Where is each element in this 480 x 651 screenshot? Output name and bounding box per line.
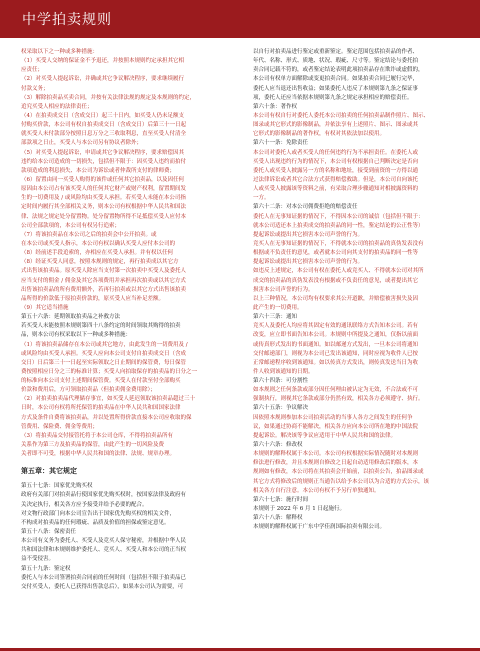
text-line: （6）留置由同一买受人购得的该件或任何其它拍卖品，以及因任何 (21, 176, 185, 183)
text-line: 根据或不负责任的意见，或者就本公司向其支付的拍卖品的同一性等 (253, 250, 419, 257)
text-line: 第五十八条：保密责任 (21, 529, 77, 536)
text-line: 规则如有修改，本公司将在其拍卖会开始前，以拍卖公告，拍品图录或 (253, 469, 424, 476)
text-line: 律、法规之规定处分留置物。处分留置物所得不足抵偿买受人应付本 (21, 213, 187, 220)
text-line: 费按照相应日分之三的标准计算；买受人向拍取保存的拍卖品的日分之一 (21, 368, 198, 375)
text-line: 方式及条件自费将该拍卖品，并以处置所得价款直接本公司应收取的保 (21, 414, 192, 421)
text-line: 不构成对拍卖品的任何瑕疵、品质及价值的担保或鉴定意见。 (21, 519, 170, 526)
text-line: 强制执行，则视其它条款或部分仍然有效，相关各方必须遵守、执行。 (253, 396, 424, 403)
text-line: 如本规则之任何条款或部分因任何理由被认定为无效，不合法或不可 (253, 387, 419, 394)
text-line: 买受人出现违约行为的情况下，本公司有权根据自己判断决定是否向 (253, 158, 419, 165)
text-line: 本公司对委托人或者买受人的任何违约行为不承担责任。在委托人或 (253, 149, 419, 156)
text-line: 品，则本公司有权采取以下一种或多种措施： (21, 332, 132, 339)
text-line: （1）买受人交纳的保证金不予退还，并按照本规则约定承担其它相 (21, 58, 185, 65)
text-line: 交日）日后第三十一日起至实际领取之日止期间的保管费，每日保管 (21, 359, 187, 366)
text-line: 项，委托人还应当依据本规则第九条之规定承担相应的赔偿责任。 (253, 94, 413, 101)
text-line: 第六十条：著作权 (253, 103, 298, 110)
text-line: 以上三种情况，本公司均有权要求其公开道歉，并赔偿被害损失及因 (253, 295, 419, 302)
text-line: 的标准向本公司支付上述期间保管费。买受人在付款至付全部购买 (21, 378, 181, 385)
text-line: 卖合同记载不符的，或者鉴定结论表明此项拍卖品存在欺诈或虚假的， (253, 67, 424, 74)
text-line: 第六十二条：对本公司佣费拒绝的赔偿责任 (253, 204, 358, 211)
text-line: 在本公司或买受人指示，本公司有权以确认买受人应付本公司的 (21, 240, 176, 247)
text-line: 第六十七条：施行时间 (253, 496, 309, 503)
text-line: 年代、名称、形式、质地、状况、瑕疵、尺寸等。鉴定结论与委托拍 (253, 58, 419, 65)
text-line: 第五十六条：延期领取拍卖品之补救方法 (21, 314, 121, 321)
text-line: 付款义务； (21, 85, 49, 92)
text-line: 委托人或买受人披露另一方的名称和地址，接受到前资的一方得以通 (253, 167, 419, 174)
text-line: 部款项之日止，买受人与本公司另有协议者除外； (21, 140, 143, 147)
text-line: （3）解除拍卖品买卖合同，并按有关法律法规的规定及本规则的约定， (21, 94, 196, 101)
right-column (253, 48, 463, 532)
text-line: 改变，应立即书面告知本公司。本规则中所提及之通知，仅指以前面 (253, 332, 419, 339)
text-line: 此产生的一切费用。 (253, 304, 303, 311)
text-line: 议，如果通过协商不能解决，相关各方应向本公司所在地的中国法院 (253, 423, 419, 430)
text-line: 竞买人及委托人均应将其固定有效的通讯联络方式告知本公司。若有 (253, 323, 419, 330)
text-line: 竞买人在无事知证据的情况下，不得就本公司的拍卖品的真伪发表没有 (253, 240, 424, 247)
text-line: 或传真形式发出的书面通知。如以邮递方式发出，一旦本公司将通知 (253, 341, 419, 348)
text-line: 就本公司适还本上拍卖成交的拍卖品的同一性，鉴定结论的公正性等） (253, 222, 424, 229)
text-line: 益不受侵害。 (21, 556, 55, 563)
text-line: 管费用、保险费、佣金等费用； (21, 423, 99, 430)
text-line: 本规则的解释权属于本公司。本公司有权根据实际情况随时对本规则 (253, 451, 419, 458)
text-line: 付购买价款，本公司有权自拍卖成交日（含成交日）后第三十一日起 (21, 122, 187, 129)
text-line: 权采取以下之一种或多种措施： (21, 49, 99, 55)
text-line: 式出售该拍卖品。原买受人除应当支付第一次拍卖中买受人及委托人 (21, 268, 187, 275)
text-line: 对文物行政部门向本公司宣告出于国家优先购买权的相关文件， (21, 510, 176, 517)
text-line: （9）其它适当措施 (21, 304, 69, 311)
text-line: 本公司有权自行对委托人委托本公司拍卖的任何拍卖品制作照片、图示、 (253, 112, 430, 119)
text-line: 共和国法律和本规则维护委托人、竞买人、买受人和本公司的正当权 (21, 547, 187, 554)
text-line: 相关各方自行注意。本公司有权不予另行单独通知。 (253, 487, 380, 494)
text-line: 正常邮递程序收到该通知。如以传真方式发出，则传真发送当日为收 (253, 359, 419, 366)
text-line: 原因由本公司占有该买受人的任何其它财产或财产权利，留置期间发 (21, 186, 187, 193)
text-line: （3）将拍卖品交付接管托将于本公司仓库，不得将拍卖品所有 (21, 432, 174, 439)
text-line: 追究买受人相应的法律责任； (21, 103, 93, 110)
text-line: 品所得的价款低于原拍卖价款的，原买受人应当补足差额。 (21, 295, 165, 302)
text-line: （8）经前述手段追索的，亦相应在买受人承担。并有权以任何 (21, 250, 174, 257)
text-line: 价款和费用后，方可领取拍卖品（但拍卖佣金费用除）； (21, 387, 156, 394)
text-line: （2）对买受人提起诉讼，并确或其它争议解决程序，要求继续履行 (21, 76, 185, 83)
text-line: 提起诉讼或提出其它损害本公司声誉的行为。 (253, 231, 364, 238)
text-line: 图录或其它形式的影像制品，并依法享有上述照片、图示、图录或其 (253, 122, 419, 129)
text-line: 提起诉讼或提出其它损害本公司声誉的行为。 (253, 259, 364, 266)
text-line: 本公司有权单方面解除或变更拍卖合同。如果拍卖合同已履行完毕， (253, 76, 419, 83)
text-line: 应责任； (21, 67, 44, 74)
text-line: 本规则于 2022 年 6 月 1 日起施行。 (253, 506, 345, 513)
text-line: 过法律诉讼或者其它合法方式获得赔偿救助。但是，本公司自向该托 (253, 176, 419, 183)
text-line: 第六十四条：可分割性 (253, 378, 309, 385)
text-line: 它形式的影像制品的著作权，有权对其依法加以使用。 (253, 131, 386, 138)
text-line: （5）对买受人提起诉讼，申请或其它争议解决程序，要求赔偿因其 (21, 149, 185, 156)
text-line: 关决定执行，相关各方应予接受并给予必要的配合。 (21, 501, 148, 508)
text-line: 第六十一条：免除责任 (253, 140, 309, 147)
text-line: 委托人在无事知证据的情况下，不得因本公司的诚信（包括但不限于： (253, 213, 424, 220)
text-line: 委托人应当退还出售收益；如果委托人违反了本规则第九条之保证事 (253, 85, 419, 92)
text-line: 提起诉讼。解决该等争议应适用于中华人民共和国的法律。 (253, 432, 397, 439)
text-line: 违约给本公司造成的一切损失，包括但不限于：因买受人违约而拍付 (21, 158, 187, 165)
text-line: 件人收到该通知的日期。 (253, 368, 314, 375)
text-line: 第五十七条：国家优先购买权 (21, 483, 93, 490)
text-line: 第六十八条：解释权 (253, 515, 303, 522)
text-line: 公司全部款项的，本公司有权另行追索； (21, 222, 121, 229)
text-line: （1）将该拍卖品储存在本公司或其它地方，由此发生的一切费用及 / (21, 341, 188, 348)
text-line: 第六十三条：通知 (253, 314, 298, 321)
text-line: 因依照本规则参加本公司拍卖活动的当事人各方之间发生的任何争 (253, 414, 413, 421)
section-title: 第五章：其它规定 (21, 466, 77, 476)
text-line: 政府有关部门对拍卖品行使国家优先购买权时，按国家法律及政府有 (21, 492, 187, 499)
text-line: 以自行对拍卖品进行鉴定或重新鉴定。鉴定范围包括拍卖品的作者、 (253, 49, 419, 55)
text-line: 就买受人未付款部分按照日息万分之三收取利息，直至买受人付清全 (21, 131, 187, 138)
text-line: 第五十九条：鉴定权 (21, 565, 71, 572)
text-line: 定时间内履行其全部相关义务，则本公司有权根据中华人民共和国法 (21, 204, 187, 211)
text-line: 委托人与本公司签署拍卖合同前的任何时间（包括但不限于拍卖品已 (21, 574, 187, 581)
text-line: （2）对拍卖拍卖品代理储存事宜，如买受人延迟领取该拍卖品超过三十 (21, 396, 196, 403)
text-line: 生的一切费用及 / 或风险均由买受人承担。若买受人未能在本公司指 (21, 195, 186, 202)
text-line: 交付邮递部门，则视为本公司已发出该通知，同时应视为收件人已按 (253, 350, 419, 357)
text-line: 或风险均由买受人承担。买受人应向本公司支付自拍卖成交日（含成 (21, 350, 187, 357)
text-line: 日时，本公司有权将所托保管的拍卖品在中华人民共和国国家法律 (21, 405, 181, 412)
text-line: （8）经证买受人同意，按照本规则的规定，再行拍卖成以其它方 (21, 259, 179, 266)
left-column (21, 48, 231, 592)
text-line: 人或买受人披露该等资料之前，有采取合理步骤通知对相披露资料的 (253, 186, 419, 193)
text-line: 损害本公司声誉的行为。 (253, 286, 314, 293)
text-line: 修法进行修改，并且本规则自修改之日起自动适用修改后的版本，本 (253, 460, 419, 467)
text-line: 本公司有义务为委托人、买受人及竞买人保守秘密，并根据中华人民 (21, 538, 187, 545)
text-line: （4）在拍卖成交日（含成交日）起三十日内，如买受人仍未足额支 (21, 112, 185, 119)
page-header (0, 0, 480, 38)
text-line: 成交的拍卖品的真伪发表没有根据或不负责任的意见，或者提出其它 (253, 277, 419, 284)
text-line: 其它方式将修改后的规则正当通告以给予本公司以为合适的方式公示，该 (253, 478, 430, 485)
text-line: （7）将该拍卖品在本公司之后的拍卖会中公开拍卖。或 (21, 231, 157, 238)
text-line: 关者即不可受，根据中华人民共和国的法律、法规、规章办理。 (21, 451, 176, 458)
text-line: 出售该拍卖品的所有费用额外，若再行拍卖或以其它方式出售该拍卖 (21, 286, 187, 293)
text-line: 关系作为第三方及拍卖品的保管，由此产生的一切风险及费 (21, 442, 165, 449)
text-line: 如违反上述规定，本公司有权在委托人或竞买人、不得就本公司对其所 (253, 268, 424, 275)
page-title: 中学拍卖规则 (22, 12, 112, 28)
text-line: 第六十五条：争议解决 (253, 405, 309, 412)
text-line: 若买受人未能按照本规则第四十八条约定的时间领取其购得的拍卖 (21, 323, 181, 330)
text-line: 本规则的解释权属于广东中学佳润国际拍卖有限公司。 (253, 524, 386, 531)
text-line: 第六十六条：修改权 (253, 442, 303, 449)
text-line: 应当支付的佣金 / 佣金及其它各项费用并承担再次拍卖或以其它方式 (21, 277, 186, 284)
text-line: 交付买受人，委托人已获得出售款总后），如果本公司认为需要，可 (21, 583, 184, 590)
text-line: 款项造成的利息损失、本公司为诉讼或者仲裁所支付的律师费； (21, 167, 176, 174)
text-line: 一方。 (253, 195, 270, 202)
